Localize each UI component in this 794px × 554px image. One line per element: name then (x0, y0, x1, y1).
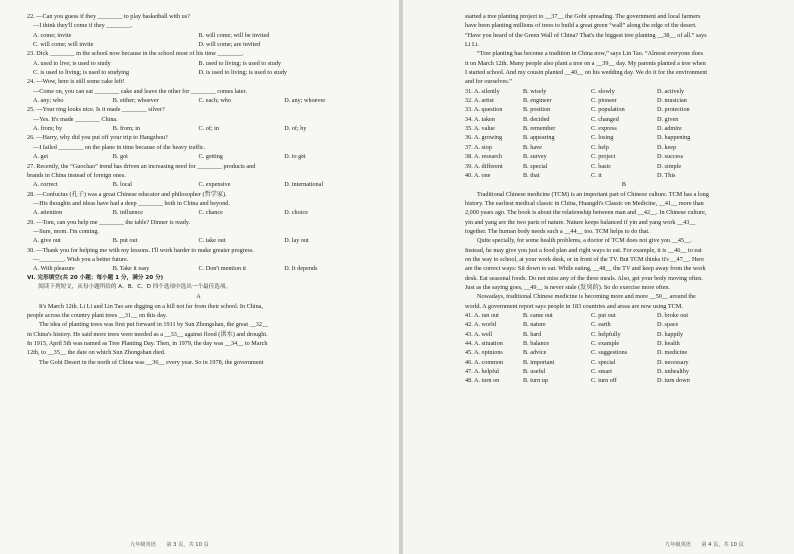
answer-option: D. keep (657, 143, 677, 151)
answer-option: A. come; invite (33, 31, 72, 39)
answer-option: B. survey (523, 153, 547, 161)
answer-option: 40. A. one (465, 171, 491, 179)
answer-option: C. suggestions (591, 349, 628, 357)
answer-option: C. turn off (591, 377, 617, 385)
answer-option: C. help (591, 143, 609, 151)
answer-option: C. expensive (198, 181, 231, 189)
answer-option: 33. A. question (465, 106, 503, 114)
text-line: have been planting millions of trees to build a great green “wall” along the edge of the desert. (465, 22, 697, 30)
answer-option: D. any; whoever (284, 97, 326, 105)
answer-option: D. broke out (657, 312, 689, 319)
answer-option: B. came out (523, 312, 553, 319)
text-line: are the correct ways: Sit down to eat. While eating, __48__ the TV and keep away from the work (465, 265, 706, 273)
answer-option: A. correct (33, 181, 58, 189)
answer-option: A. With pleasure (33, 265, 75, 273)
answer-option: 42. A. world (465, 321, 496, 329)
answer-options-row (465, 367, 783, 376)
answer-options-row (465, 133, 783, 142)
answer-option: D. simple (657, 162, 682, 170)
answer-option: C. smart (591, 368, 612, 376)
page-footer: 九年级英语 第 3 页，共 10 页 (130, 542, 209, 548)
answer-options-row (27, 152, 370, 161)
answer-options-row (27, 31, 370, 50)
text-line: In 1915, April 5th was named as Tree Planting Day. Then, in 1979, the day was __34__ to March (27, 340, 268, 348)
answer-option: 36. A. growing (465, 134, 503, 142)
answer-options-row (27, 96, 370, 105)
text-line: —Come on, you can eat ________ cake and leave the other for ________ comes later. (33, 87, 247, 95)
answer-option: A. from; by (33, 125, 63, 133)
answer-option: C. chance (198, 209, 223, 217)
answer-option: B. engineer (523, 97, 552, 105)
answer-option: 46. A. common (465, 358, 504, 366)
answer-option: B. turn up (523, 377, 548, 385)
text-line: it on March 12th. Many people also plant a tree on a __39__ day. My parents planted a tree when (465, 59, 706, 67)
answer-option: B. nature (523, 321, 546, 329)
answer-option: A. give out (33, 237, 61, 245)
text-line: people across the country plant trees __31__ on this day. (27, 312, 168, 319)
answer-option: D. turn down (657, 377, 690, 385)
answer-options-row (465, 171, 783, 180)
text-line: 阅读下列短文，从每小题所给的 A、B、C、D 四个选项中选出一个最佳选项。 (27, 283, 232, 290)
answer-options-row (465, 376, 783, 385)
answer-options-row (465, 358, 783, 367)
answer-options-row (465, 96, 783, 105)
answer-option: D. This (657, 171, 676, 179)
text-line: 2,000 years ago. The book is about the relationship between man and __42__. In Chinese culture, (465, 209, 707, 217)
text-line: The Gobi Desert in the north of China was __36__ every year. So in 1978, the government (39, 358, 264, 366)
answer-option: B. got (112, 153, 128, 161)
answer-option: C. special (591, 358, 616, 366)
text-line: and for ourselves.” (465, 78, 512, 86)
text-line: desk. Eat seasonal foods. Do not miss any of the three meals. Also, get your body moving often. (465, 274, 703, 282)
answer-option: C. it (591, 171, 602, 179)
answer-option: C. helpfully (591, 330, 621, 338)
text-line: The idea of planting trees was first put forward in 1911 by Sun Zhongshan, the great __32__ (39, 321, 269, 329)
answer-options-row (27, 236, 370, 245)
text-line: 28. —Confucius (孔子) was a great Chinese educator and philosopher (哲学家). (27, 190, 227, 198)
answer-options-row (27, 208, 370, 217)
text-line: 23. Dick ________ in the school now because in the school most of his time ________. (27, 50, 244, 58)
answer-option: D. international (284, 181, 324, 189)
answer-option: 35. A. value (465, 125, 495, 133)
answer-option: B. used to living; is used to study (198, 59, 282, 67)
text-line: —I think they'll come if they ________. (33, 22, 133, 30)
text-line: “Have you heard of the Green Wall of China? That's the biggest tree planting __38__ of all.” says (465, 31, 707, 39)
answer-option: 45. A. opinions (465, 349, 503, 357)
answer-option: D. of; by (284, 125, 307, 133)
text-line: brands in China instead of foreign ones. (27, 171, 126, 179)
answer-option: D. happily (657, 330, 684, 338)
answer-option: C. put out (591, 312, 616, 319)
answer-option: B. balance (523, 340, 550, 348)
answer-option: 32. A. artist (465, 97, 494, 105)
answer-option: B. hard (523, 330, 542, 338)
answer-option: C. example (591, 340, 620, 348)
answer-option: 34. A. taken (465, 115, 495, 123)
answer-option: D. unhealthy (657, 368, 689, 376)
text-line: —I failed ________ on the plane in time because of the heavy traffic. (33, 143, 206, 151)
answer-options-row (465, 339, 783, 348)
text-line: Traditional Chinese medicine (TCM) is an important part of Chinese culture. TCM has a long (477, 190, 709, 198)
answer-option: D. protection (657, 106, 690, 114)
answer-option: 38. A. research (465, 153, 503, 161)
answer-option: C. project (591, 153, 616, 161)
answer-options-row (465, 330, 783, 339)
answer-options-row (465, 320, 783, 329)
answer-option: B. will come; will be invited (198, 31, 270, 39)
answer-options-row (27, 124, 370, 133)
answer-option: A. attention (33, 209, 63, 217)
text-line: in China's history. He said more trees were needed as a __33__ against flood (洪水) and drought. (27, 330, 268, 338)
answer-option: C. earth (591, 321, 611, 329)
text-line: started a tree planting project to __37__ the Gobi spreading. The government and local farmers (465, 13, 701, 20)
answer-option: D. medicine (657, 349, 688, 357)
answer-options-row (465, 162, 783, 171)
answer-options-row (465, 143, 783, 152)
answer-option: C. each; who (198, 97, 231, 105)
left-page-content (27, 12, 370, 367)
text-line: together. The human body needs such a __44__ too. TCM helps to do that. (465, 227, 650, 235)
page-4 (403, 0, 794, 554)
answer-option: D. necessary (657, 358, 689, 366)
answer-option: 31. A. silently (465, 87, 500, 95)
answer-option: C. express (591, 125, 617, 133)
text-line: It's March 12th. Li Li and Lin Tao are digging on a hill not far from their school. In China, (39, 302, 263, 310)
text-line: Nowadays, traditional Chinese medicine is becoming more and more __50__ around the (477, 293, 696, 301)
answer-option: A. any; who (33, 97, 64, 105)
answer-option: D. choice (284, 209, 308, 217)
answer-option: C. of; in (198, 125, 219, 133)
answer-option: B. advice (523, 349, 547, 357)
text-line: Li Li. (465, 41, 480, 49)
text-line: 29. —Tom, can you help me ________ the table? Dinner is ready. (27, 218, 191, 226)
answer-option: 43. A. well (465, 330, 493, 338)
text-line: —His thoughts and ideas have had a deep ________ both in China and beyond. (33, 199, 230, 207)
answer-option: B. remember (523, 125, 556, 133)
answer-option: A. used to live; is used to study (33, 59, 111, 67)
answer-option: C. will come; will invite (33, 41, 94, 49)
answer-option: 39. A. different (465, 162, 503, 170)
text-line: 30. —Thank you for helping me with my lessons. I'll work harder to make greater progress. (27, 246, 254, 254)
answer-option: B. Take it easy (112, 265, 150, 273)
text-line: I started school. And my cousin planted __40__ on his wedding day. We do it for the environment (465, 69, 708, 77)
text-line: —________. Wish you a better future. (33, 255, 129, 263)
answer-option: B. important (523, 358, 555, 366)
text-line: 12th, to __35__ the date on which Sun Zhongshan died. (27, 349, 166, 357)
answer-option: C. take out (198, 237, 226, 245)
text-line: 25. —Your ring looks nice. Is it made ________ silver? (27, 106, 165, 114)
answer-option: D. is used to living; is used to study (198, 69, 288, 77)
answer-option: B. local (112, 181, 132, 189)
answer-option: D. happening (657, 134, 691, 142)
answer-option: C. changed (591, 115, 619, 123)
answer-options-row (27, 264, 370, 273)
answer-option: C. Don't mention it (198, 265, 247, 273)
answer-option: D. to get (284, 153, 306, 161)
text-line: Quite specially, for some health problems, a doctor of TCM does not give you __45__. (477, 237, 692, 245)
answer-option: B. influence (112, 209, 143, 217)
answer-options-row (465, 311, 783, 320)
answer-option: B. from; in (112, 125, 141, 133)
answer-option: D. actively (657, 87, 685, 95)
page-footer: 九年级英语 第 4 页，共 10 页 (665, 542, 744, 548)
text-line: Just as the saying goes, __49__ is never stale (发臭的). So do exercise more often. (465, 283, 671, 291)
text-line: history. The earliest medical classic in China, Huangdi's Classic on Medicine, __41__ more than (465, 199, 704, 207)
answer-option: B. position (523, 106, 551, 114)
answer-option: B. put out (112, 237, 138, 245)
answer-options-row (465, 115, 783, 124)
text-line: “Tree planting has become a tradition in China now,” says Lin Tao. “Almost everyone does (477, 50, 703, 58)
answer-option: B. either; whoever (112, 97, 159, 105)
answer-option: C. basic (591, 162, 611, 170)
answer-options-row (465, 124, 783, 133)
passage-label: B (621, 181, 627, 189)
answer-options-row (27, 59, 370, 78)
answer-options-row (465, 87, 783, 96)
text-line: —Yes. It's made ________ China. (33, 115, 118, 123)
answer-option: C. pioneer (591, 97, 617, 105)
text-line: yin and yang are the two parts of nature. Nature keeps balanced if yin and yang work __43__ (465, 218, 696, 226)
answer-option: D. given (657, 115, 679, 123)
answer-option: 37. A. stop (465, 143, 492, 151)
text-line: on the way to school, at your work desk, or in front of the TV. But TCM thinks it's __47__. Here (465, 255, 704, 263)
answer-options-row (465, 105, 783, 114)
answer-options-row (465, 348, 783, 357)
answer-option: D. success (657, 153, 684, 161)
answer-option: C. slowly (591, 87, 615, 95)
answer-options-row (27, 180, 370, 189)
answer-option: B. decided (523, 115, 550, 123)
answer-option: D. will come; are invited (198, 41, 261, 49)
text-line: world. A government report says people in 183 countries and areas are now using TCM. (465, 302, 683, 310)
text-line: 22. —Can you guess if they ________ to play basketball with us? (27, 13, 190, 20)
text-line: —Sure, mom. I'm coming. (33, 227, 100, 235)
answer-option: B. that (523, 171, 540, 179)
right-page-content (465, 12, 783, 386)
answer-option: D. health (657, 340, 680, 348)
answer-option: D. It depends (284, 265, 318, 273)
answer-option: D. lay out (284, 237, 309, 245)
answer-option: 48. A. turn on (465, 377, 500, 385)
answer-option: D. space (657, 321, 679, 329)
answer-options-row (465, 152, 783, 161)
answer-option: B. useful (523, 368, 546, 376)
answer-option: B. wisely (523, 87, 547, 95)
answer-option: 47. A. helpful (465, 368, 500, 376)
answer-option: D. admire (657, 125, 682, 133)
answer-option: B. appearing (523, 134, 555, 142)
answer-option: B. have (523, 143, 542, 151)
answer-option: B. special (523, 162, 548, 170)
answer-option: C. is used to living; is used to studying (33, 69, 130, 77)
answer-option: 41. A. ran out (465, 312, 499, 319)
text-line: 27. Recently, the “Guochao” trend has driven an increasing need for ________ products and (27, 162, 256, 170)
answer-option: 44. A. situation (465, 340, 503, 348)
answer-option: C. getting (198, 153, 223, 161)
answer-option: C. population (591, 106, 625, 114)
answer-option: D. musician (657, 97, 687, 105)
passage-label: A (196, 293, 201, 301)
text-line: 26. —Harry, why did you put off your trip to Hangzhou? (27, 134, 168, 142)
text-line: Instead, he may give you just a food plan and right ways to eat. For example, it is __46__ to eat (465, 246, 702, 254)
answer-option: C. losing (591, 134, 614, 142)
section-heading: VI. 完形填空(共 20 小题；每小题 1 分，满分 20 分) (27, 274, 164, 281)
text-line: 24. —Wow, here is still some cake left! (27, 78, 125, 86)
answer-option: A. get (33, 153, 49, 161)
